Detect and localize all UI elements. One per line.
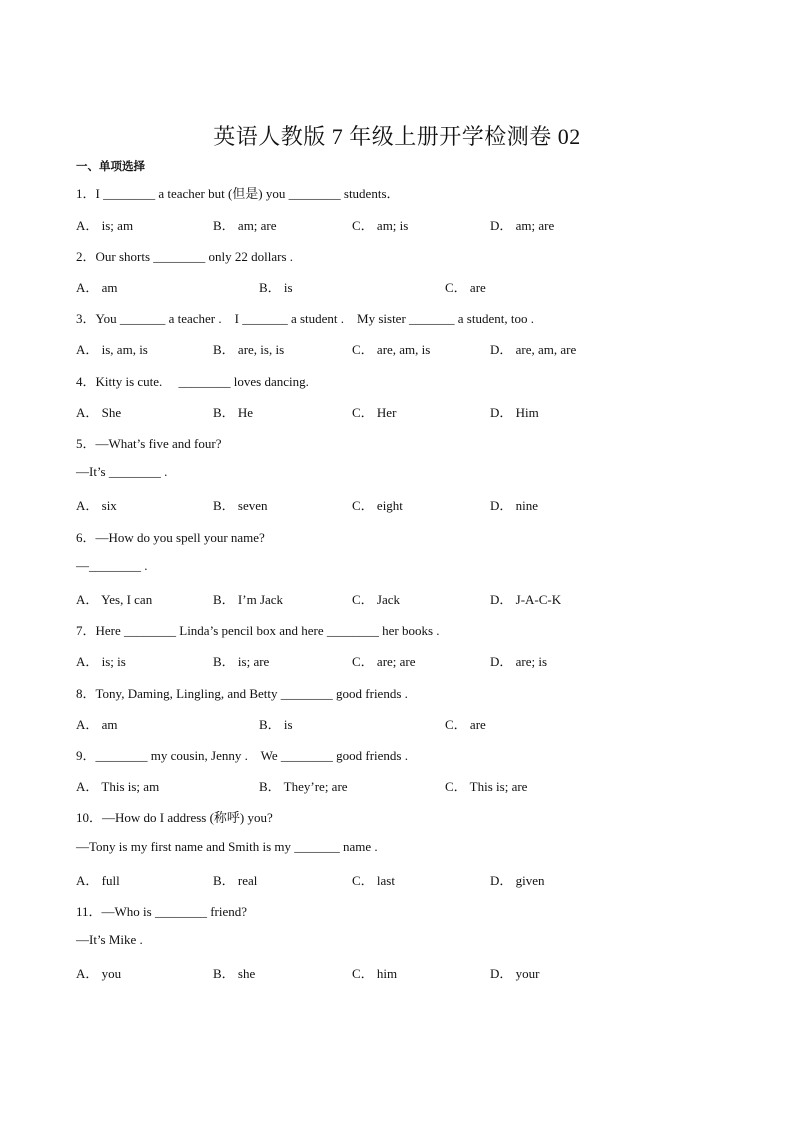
question-stem: 10．—How do I address (称呼) you?	[76, 810, 273, 825]
question-stem: 5．—What’s five and four?	[76, 436, 222, 451]
answer-option: C． are, am, is	[352, 342, 431, 357]
answer-option: D． am; are	[490, 218, 555, 233]
question-stem: 1．I ________ a teacher but (但是) you ________ students．	[76, 186, 400, 201]
answer-option: C． Her	[352, 405, 397, 420]
answer-option: A． six	[76, 498, 117, 513]
question-stem: 2．Our shorts ________ only 22 dollars .	[76, 249, 294, 264]
answer-option: D． Him	[490, 405, 539, 420]
question-dialogue-line: —It’s Mike .	[76, 932, 143, 947]
question-stem: 11．—Who is ________ friend?	[76, 904, 248, 919]
answer-option: B． is	[259, 717, 293, 732]
answer-option: A． Yes, I can	[76, 592, 153, 607]
answer-option: C． are	[445, 717, 486, 732]
answer-option: D． are; is	[490, 654, 548, 669]
answer-option: D． J-A-C-K	[490, 592, 562, 607]
question-stem: 9．________ my cousin, Jenny . We ________ good friends .	[76, 748, 408, 763]
answer-option: B． They’re; are	[259, 779, 348, 794]
question-stem: 3．You _______ a teacher . I _______ a student . My sister _______ a student, too .	[76, 311, 534, 326]
answer-option: A． you	[76, 966, 122, 981]
answer-option: B． is	[259, 280, 293, 295]
answer-option: B． seven	[213, 498, 268, 513]
answer-option: B． is; are	[213, 654, 270, 669]
answer-option: B． I’m Jack	[213, 592, 284, 607]
answer-option: C． last	[352, 873, 395, 888]
page-title: 英语人教版 7 年级上册开学检测卷 02	[213, 124, 581, 149]
answer-option: C． Jack	[352, 592, 401, 607]
answer-option: A． This is; am	[76, 779, 160, 794]
answer-option: C． him	[352, 966, 398, 981]
question-dialogue-line: —Tony is my first name and Smith is my _______ name .	[76, 839, 378, 854]
section-heading: 一、单项选择	[76, 159, 145, 173]
question-dialogue-line: —It’s ________ .	[76, 464, 168, 479]
question-stem: 7．Here ________ Linda’s pencil box and here ________ her books .	[76, 623, 440, 638]
answer-option: C． eight	[352, 498, 403, 513]
answer-option: A． is; is	[76, 654, 126, 669]
answer-option: B． He	[213, 405, 254, 420]
question-stem: 6．—How do you spell your name?	[76, 530, 265, 545]
answer-option: A． She	[76, 405, 122, 420]
answer-option: C． This is; are	[445, 779, 528, 794]
answer-option: B． real	[213, 873, 258, 888]
answer-option: A． is, am, is	[76, 342, 148, 357]
answer-option: C． am; is	[352, 218, 409, 233]
question-dialogue-line: —________ .	[76, 558, 148, 573]
answer-option: D． are, am, are	[490, 342, 577, 357]
question-stem: 8．Tony, Daming, Lingling, and Betty ________ good friends .	[76, 686, 408, 701]
answer-option: C． are	[445, 280, 486, 295]
answer-option: A． am	[76, 717, 118, 732]
answer-option: B． are, is, is	[213, 342, 285, 357]
answer-option: C． are; are	[352, 654, 416, 669]
answer-option: D． nine	[490, 498, 539, 513]
answer-option: D． given	[490, 873, 545, 888]
answer-option: B． she	[213, 966, 256, 981]
answer-option: A． is; am	[76, 218, 134, 233]
answer-option: B． am; are	[213, 218, 277, 233]
answer-option: D． your	[490, 966, 540, 981]
answer-option: A． am	[76, 280, 118, 295]
answer-option: A． full	[76, 873, 120, 888]
question-stem: 4．Kitty is cute. ________ loves dancing.	[76, 374, 309, 389]
